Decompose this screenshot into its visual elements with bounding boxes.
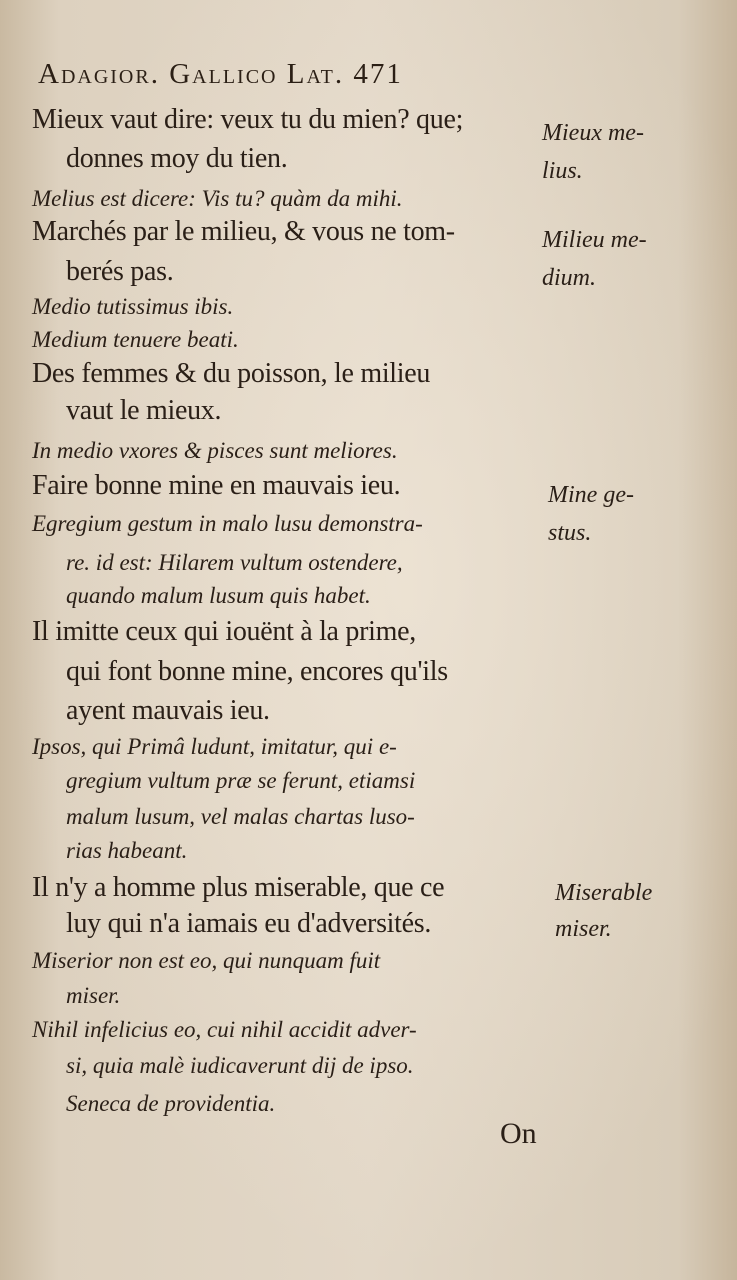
text-line: Il n'y a homme plus miserable, que ce: [32, 872, 445, 903]
margin-note: Miserable: [555, 880, 653, 906]
catchword: On: [500, 1117, 537, 1150]
text-line: Egregium gestum in malo lusu demonstra-: [32, 511, 423, 536]
text-line: quando malum lusum quis habet.: [66, 583, 371, 608]
text-line: Marchés par le milieu, & vous ne tom-: [32, 216, 455, 247]
text-line: Medio tutissimus ibis.: [32, 294, 234, 319]
text-line: re. id est: Hilarem vultum ostendere,: [66, 550, 403, 575]
text-line: Mieux vaut dire: veux tu du mien? que;: [32, 104, 464, 135]
text-line: luy qui n'a iamais eu d'adversités.: [66, 908, 432, 939]
text-line: ayent mauvais ieu.: [66, 695, 270, 726]
margin-note: Milieu me-: [542, 227, 647, 253]
text-line: In medio vxores & pisces sunt meliores.: [32, 438, 398, 463]
text-line: Nihil infelicius eo, cui nihil accidit adver-: [32, 1017, 417, 1042]
text-line: rias habeant.: [66, 838, 188, 863]
margin-note: lius.: [542, 158, 583, 184]
text-line: Ipsos, qui Primâ ludunt, imitatur, qui e-: [32, 734, 397, 759]
text-line: Seneca de providentia.: [66, 1091, 276, 1116]
text-line: berés pas.: [66, 256, 174, 287]
text-line: si, quia malè iudicaverunt dij de ipso.: [66, 1053, 414, 1078]
margin-note: stus.: [548, 520, 592, 546]
text-line: Miserior non est eo, qui nunquam fuit: [32, 948, 381, 973]
text-line: miser.: [66, 983, 121, 1008]
running-title: Adagior. Gallico Lat. 471: [38, 58, 403, 90]
text-line: Des femmes & du poisson, le milieu: [32, 358, 431, 389]
margin-note: dium.: [542, 265, 596, 291]
text-line: malum lusum, vel malas chartas luso-: [66, 804, 415, 829]
text-line: qui font bonne mine, encores qu'ils: [66, 656, 448, 687]
text-line: Il imitte ceux qui iouënt à la prime,: [32, 616, 416, 647]
text-line: Faire bonne mine en mauvais ieu.: [32, 470, 401, 501]
margin-note: Mine ge-: [548, 482, 634, 508]
text-line: Melius est dicere: Vis tu? quàm da mihi.: [32, 186, 403, 211]
text-line: Medium tenuere beati.: [32, 327, 239, 352]
text-line: donnes moy du tien.: [66, 143, 288, 174]
margin-note: Mieux me-: [542, 120, 644, 146]
text-line: vaut le mieux.: [66, 395, 222, 426]
text-line: gregium vultum præ se ferunt, etiamsi: [66, 768, 416, 793]
margin-note: miser.: [555, 916, 612, 942]
